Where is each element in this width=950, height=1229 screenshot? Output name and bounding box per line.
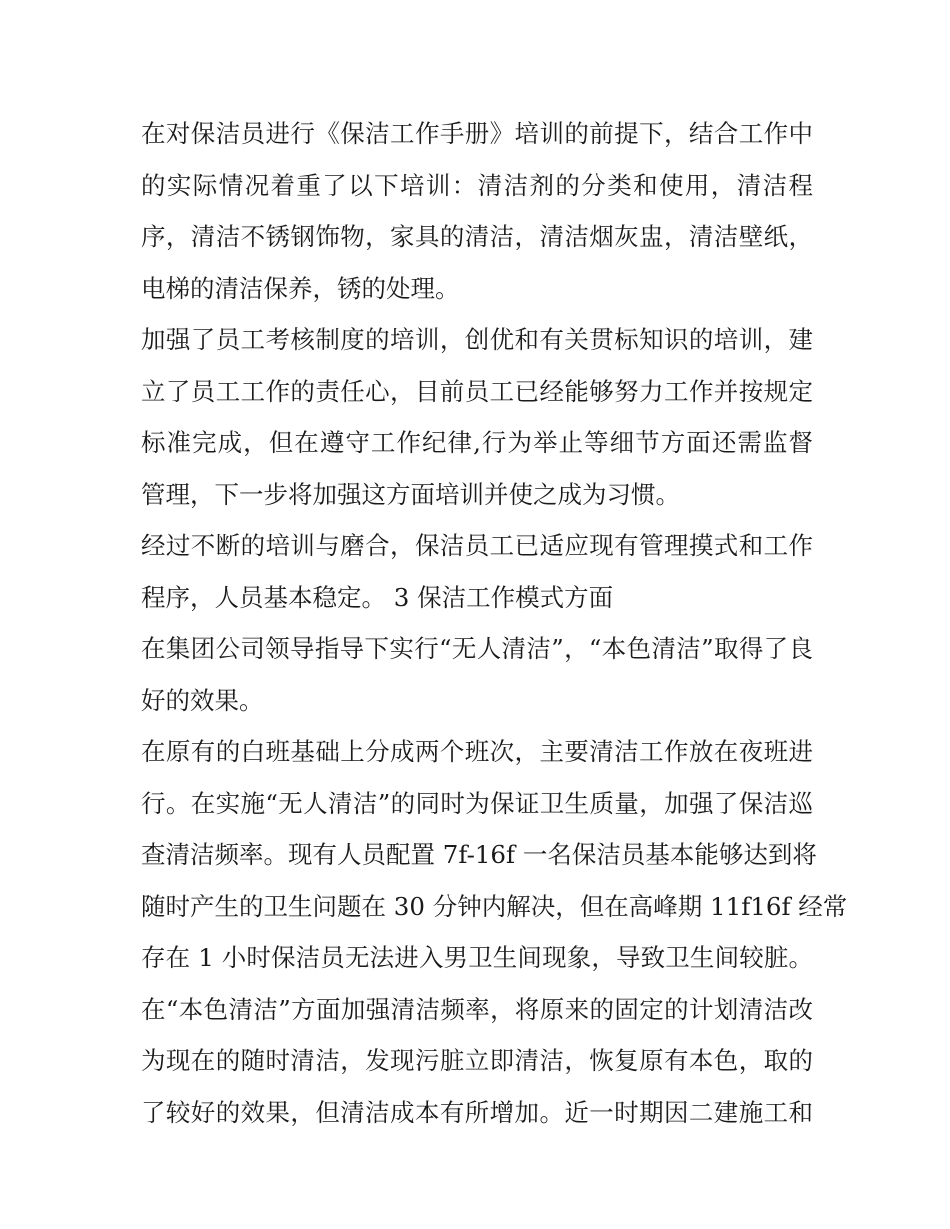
text-line: 了较好的效果，但清洁成本有所增加。近一时期因二建施工和 — [141, 1097, 813, 1127]
text-line: 经过不断的培训与磨合，保洁员工已适应现有管理摸式和工作 — [141, 531, 813, 560]
text-line: 好的效果。 — [141, 685, 264, 715]
text-line: 电梯的清洁保养，锈的处理。 — [141, 273, 460, 303]
text-line: 的实际情况着重了以下培训：清洁剂的分类和使用，清洁程 — [141, 170, 813, 200]
text-line: 标准完成，但在遵守工作纪律,行为举止等细节方面还需监督 — [141, 428, 813, 457]
text-line: 程序，人员基本稳定。 3 保洁工作模式方面 — [141, 582, 614, 612]
text-line: 立了员工工作的责任心，目前员工已经能够努力工作并按规定 — [141, 376, 813, 406]
text-line: 存在 1 小时保洁员无法进入男卫生间现象，导致卫生间较脏。 — [141, 943, 813, 972]
text-line: 为现在的随时清洁，发现污脏立即清洁，恢复原有本色，取的 — [141, 1046, 813, 1075]
paragraph-shift-arrangement — [141, 726, 848, 1138]
text-line: 在原有的白班基础上分成两个班次，主要清洁工作放在夜班进 — [141, 737, 813, 766]
paragraph-cleaning-mode — [141, 623, 813, 726]
text-line: 随时产生的卫生问题在 30 分钟内解决，但在高峰期 11f16f 经常 — [141, 891, 848, 921]
document-body — [141, 108, 848, 1138]
text-line: 加强了员工考核制度的培训，创优和有关贯标知识的培训，建 — [141, 325, 813, 354]
text-line: 在集团公司领导指导下实行“无人清洁”，“本色清洁”取得了良 — [141, 634, 813, 663]
text-line: 管理，下一步将加强这方面培训并使之成为习惯。 — [141, 479, 680, 509]
paragraph-staff-stability — [141, 520, 813, 623]
text-line: 在对保洁员进行《保洁工作手册》培训的前提下，结合工作中 — [141, 119, 813, 148]
paragraph-assessment-training — [141, 314, 813, 520]
text-line: 序，清洁不锈钢饰物，家具的清洁，清洁烟灰盅，清洁壁纸， — [141, 222, 813, 251]
text-line: 查清洁频率。现有人员配置 7f-16f 一名保洁员基本能够达到将 — [141, 840, 817, 869]
paragraph-training-manual — [141, 108, 813, 314]
text-line: 行。在实施“无人清洁”的同时为保证卫生质量，加强了保洁巡 — [141, 788, 813, 818]
text-line: 在“本色清洁”方面加强清洁频率，将原来的固定的计划清洁改 — [141, 994, 813, 1024]
